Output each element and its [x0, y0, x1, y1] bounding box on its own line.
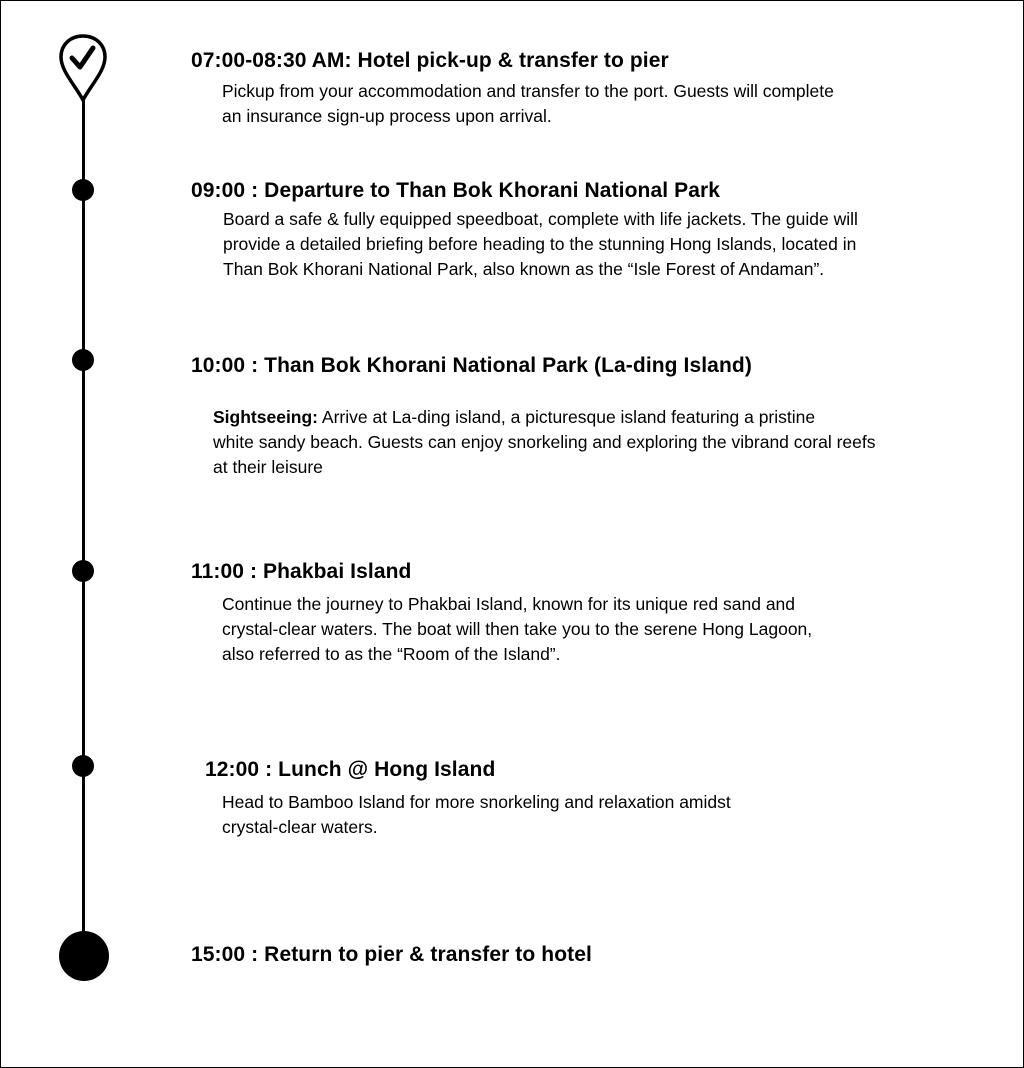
description-line: also referred to as the “Room of the Island”. — [222, 644, 561, 664]
description-line: crystal-clear waters. The boat will then take you to the serene Hong Lagoon, — [222, 619, 813, 639]
description-line: Than Bok Khorani National Park, also known as the “Isle Forest of Andaman”. — [223, 259, 825, 279]
timeline-heading-return: 15:00 : Return to pier & transfer to hotel — [191, 943, 592, 966]
timeline-description-phakbai — [222, 592, 812, 667]
description-line: crystal-clear waters. — [222, 817, 378, 837]
timeline-description-la-ding — [213, 405, 875, 480]
description-text: Arrive at La-ding island, a picturesque island featuring a pristine — [318, 407, 816, 427]
description-line: white sandy beach. Guests can enjoy snorkeling and exploring the vibrand coral reefs — [213, 432, 876, 452]
timeline-heading-lunch: 12:00 : Lunch @ Hong Island — [205, 758, 496, 781]
description-line: an insurance sign-up process upon arrival. — [222, 106, 552, 126]
description-line: Head to Bamboo Island for more snorkeling and relaxation amidst — [222, 792, 731, 812]
timeline-heading-pickup: 07:00-08:30 AM: Hotel pick-up & transfer to pier — [191, 49, 669, 72]
description-line: at their leisure — [213, 457, 323, 477]
description-line — [213, 405, 875, 430]
timeline-dot-icon — [72, 560, 94, 582]
timeline-description-lunch — [222, 790, 731, 840]
description-line: provide a detailed briefing before heading to the stunning Hong Islands, located in — [223, 234, 857, 254]
sightseeing-label: Sightseeing: — [213, 407, 319, 427]
timeline-end-dot-icon — [59, 931, 109, 981]
timeline-dot-icon — [72, 349, 94, 371]
timeline-heading-phakbai: 11:00 : Phakbai Island — [191, 560, 412, 583]
timeline-description-pickup — [222, 79, 834, 129]
description-line: Continue the journey to Phakbai Island, known for its unique red sand and — [222, 594, 796, 614]
timeline-description-departure — [223, 207, 858, 282]
description-line: Pickup from your accommodation and transfer to the port. Guests will complete — [222, 81, 834, 101]
timeline-heading-departure: 09:00 : Departure to Than Bok Khorani National Park — [191, 179, 721, 202]
timeline-dot-icon — [72, 179, 94, 201]
timeline-line — [82, 80, 85, 960]
description-line: Board a safe & fully equipped speedboat, complete with life jackets. The guide will — [223, 209, 858, 229]
timeline-heading-la-ding: 10:00 : Than Bok Khorani National Park (La-ding Island) — [191, 354, 752, 377]
timeline-dot-icon — [72, 755, 94, 777]
check-pin-icon — [57, 33, 109, 103]
